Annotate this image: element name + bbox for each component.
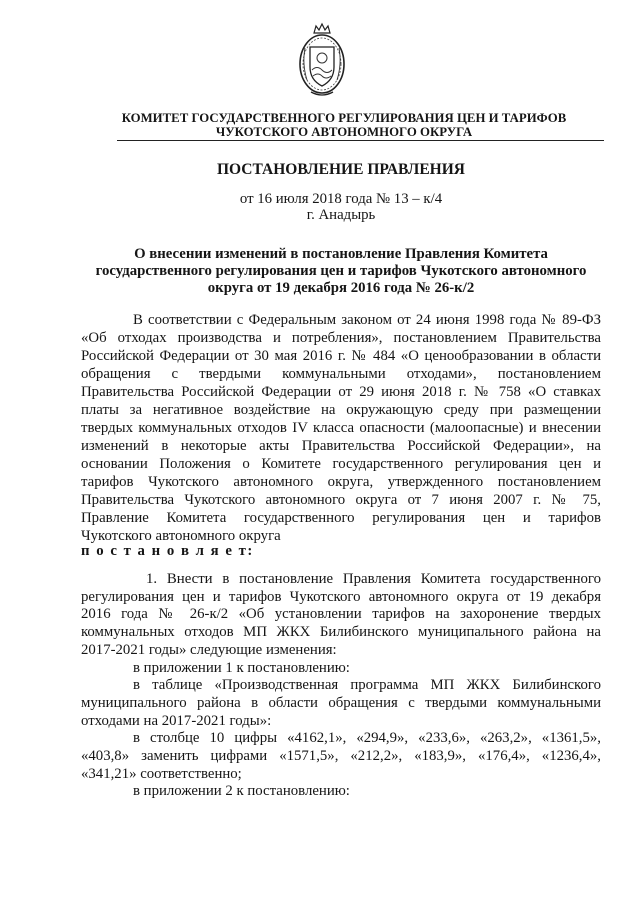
item-line: в таблице «Производственная программа МП ЖКХ Билибинского bbox=[133, 677, 601, 694]
preamble-line: основании Положения о Комитете государственного регулирования цен и bbox=[81, 456, 601, 472]
organization-name-line-1: КОМИТЕТ ГОСУДАРСТВЕННОГО РЕГУЛИРОВАНИЯ ЦЕН И ТАРИФОВ bbox=[121, 111, 567, 125]
item-line: в приложении 2 к постановлению: bbox=[133, 783, 350, 800]
item-line: в приложении 1 к постановлению: bbox=[133, 659, 350, 676]
item-line: коммунальных отходов МП ЖКХ Билибинского муниципального района на bbox=[81, 624, 601, 641]
date-number: от 16 июля 2018 года № 13 – к/4 bbox=[239, 191, 443, 207]
item-line: 2016 года № 26-к/2 «Об установлении тарифов на захоронение твердых bbox=[81, 606, 601, 623]
organization-name-line-2: ЧУКОТСКОГО АВТОНОМНОГО ОКРУГА bbox=[215, 125, 473, 139]
preamble-line: изменений в некоторые акты Правительства Российской Федерации», на bbox=[81, 438, 601, 454]
document-subject bbox=[71, 246, 611, 297]
preamble-line: обращения с твердыми коммунальными отходами», постановлением bbox=[81, 366, 601, 382]
preamble-line: твердых коммунальных отходов IV класса опасности (малоопасные) и внесении bbox=[81, 420, 601, 436]
preamble-line: «Об отходах производства и потребления», постановлением Правительства bbox=[81, 330, 601, 346]
coat-of-arms-emblem bbox=[297, 18, 347, 100]
subject-line: О внесении изменений в постановление Правления Комитета bbox=[134, 246, 548, 262]
item-line: «341,21» соответственно; bbox=[81, 765, 242, 782]
preamble-paragraph bbox=[81, 311, 601, 545]
organization-name bbox=[81, 111, 607, 139]
document-type-title: ПОСТАНОВЛЕНИЕ ПРАВЛЕНИЯ bbox=[216, 161, 465, 178]
header-rule bbox=[117, 140, 604, 141]
item-line: 2017-2021 годы» следующие изменения: bbox=[81, 641, 337, 658]
preamble-line: тарифов Чукотского автономного округа, утвержденного постановлением bbox=[81, 474, 601, 490]
preamble-line: Российской Федерации от 30 мая 2016 г. № 484 «О ценообразовании в области bbox=[81, 348, 601, 364]
subject-line: государственного регулирования цен и тарифов Чукотского автономного bbox=[95, 263, 587, 279]
preamble-line: В соответствии с Федеральным законом от 24 июня 1998 года № 89-ФЗ bbox=[133, 312, 601, 328]
item-line: отходами на 2017-2021 годы»: bbox=[81, 712, 272, 729]
subject-line: округа от 19 декабря 2016 года № 26-к/2 bbox=[207, 280, 475, 296]
preamble-line: платы за негативное воздействие на окружающую среду при размещении bbox=[81, 402, 601, 418]
item-line: 1. Внести в постановление Правления Комитета государственного bbox=[146, 571, 601, 587]
item-line: регулирования цен и тарифов Чукотского автономного округа от 19 декабря bbox=[81, 588, 601, 605]
preamble-line: Правление Комитета государственного регулирования цен и тарифов bbox=[81, 510, 601, 526]
document-meta bbox=[81, 191, 601, 223]
place: г. Анадырь bbox=[306, 207, 376, 223]
preamble-line: Правительства Российской Федерации от 29 июня 2018 г. № 758 «О ставках bbox=[81, 384, 601, 400]
item-line: муниципального района в области обращения с твердыми коммунальными bbox=[81, 694, 601, 711]
preamble-line: Правительства Чукотского автономного округа от 7 июня 2007 г. № 75, bbox=[81, 492, 601, 508]
item-line: в столбце 10 цифры «4162,1», «294,9», «233,6», «263,2», «1361,5», bbox=[133, 730, 601, 747]
item-line: «403,8» заменить цифрами «1571,5», «212,2», «183,9», «176,4», «1236,4», bbox=[81, 748, 601, 765]
resolves-keyword: п о с т а н о в л я е т: bbox=[81, 543, 254, 559]
preamble-line: Чукотского автономного округа bbox=[81, 528, 281, 544]
item-1-paragraph bbox=[81, 571, 601, 801]
